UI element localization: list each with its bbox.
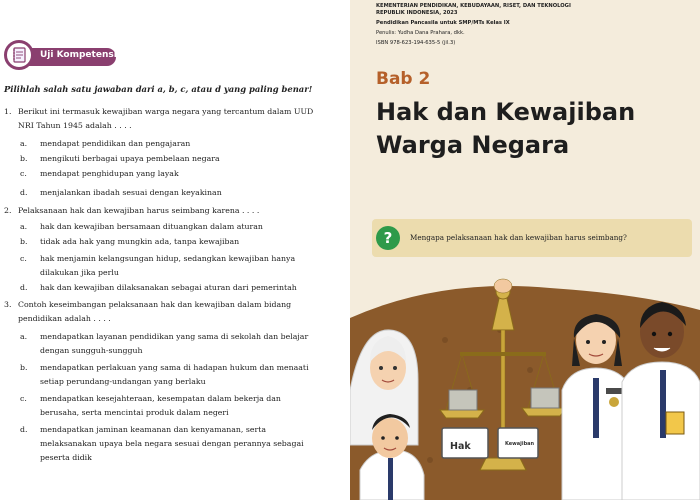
option-2a <box>20 220 328 234</box>
question-line: pendidikan adalah . . . . <box>18 314 111 323</box>
option-line: berusaha, serta mencintai produk dalam negeri <box>40 408 229 417</box>
book-line: Penulis: Yudha Dana Prahara, dkk. <box>376 30 465 36</box>
option-line: mendapatkan jaminan keamanan dan kenyamanan, serta <box>40 425 267 434</box>
option-letter: a. <box>20 222 28 231</box>
option-line: setiap perundang-undangan yang berlaku <box>40 377 206 386</box>
option-line: mendapat pendidikan dan pengajaran <box>40 139 191 148</box>
option-line: dilakukan jika perlu <box>40 268 119 277</box>
option-line: hak menjamin kelangsungan hidup, sedangkan kewajiban hanya <box>40 254 296 263</box>
publisher-line: KEMENTERIAN PENDIDIKAN, KEBUDAYAAN, RISET, DAN TEKNOLOGI <box>376 3 571 9</box>
option-letter: c. <box>20 394 27 403</box>
option-2c <box>20 252 328 280</box>
question-2 <box>4 204 330 218</box>
question-mark-icon: ? <box>376 226 400 250</box>
option-1b <box>20 152 328 166</box>
scales-students-illustration <box>350 270 700 500</box>
book-line: ISBN 978-623-194-635-5 (jil.3) <box>376 40 456 46</box>
option-letter: c. <box>20 169 27 178</box>
kewajiban-label: Kewajiban <box>505 441 535 447</box>
option-line: hak dan kewajiban dilaksanakan sebagai aturan dari pemerintah <box>40 283 297 292</box>
question-number: 2. <box>4 206 12 215</box>
option-letter: d. <box>20 283 28 292</box>
option-letter: d. <box>20 188 28 197</box>
option-line: hak dan kewajiban bersamaan dituangkan dalam aturan <box>40 222 263 231</box>
notebook-icon <box>4 40 34 70</box>
option-line: dengan sungguh-sungguh <box>40 346 143 355</box>
option-line: tidak ada hak yang mungkin ada, tanpa kewajiban <box>40 237 240 246</box>
option-letter: a. <box>20 139 28 148</box>
option-letter: b. <box>20 237 28 246</box>
title-line: Warga Negara <box>376 131 570 159</box>
option-letter: b. <box>20 154 28 163</box>
guiding-question-box <box>372 219 692 257</box>
badge-label: Uji Kompetensi <box>40 50 117 60</box>
book-line: Pendidikan Pancasila untuk SMP/MTs Kelas IX <box>376 20 510 26</box>
option-1d <box>20 186 328 200</box>
hak-label: Hak <box>450 441 471 452</box>
question-3 <box>4 298 330 326</box>
question-line: Contoh keseimbangan pelaksanaan hak dan kewajiban dalam bidang <box>18 300 292 309</box>
option-line: mendapat penghidupan yang layak <box>40 169 179 178</box>
option-line: melaksanakan upaya bela negara sesuai dengan perannya sebagai <box>40 439 304 448</box>
uji-kompetensi-badge <box>4 40 116 72</box>
question-line: Berikut ini termasuk kewajiban warga negara yang tercantum dalam UUD <box>18 107 314 116</box>
question-line: NRI Tahun 1945 adalah . . . . <box>18 121 132 130</box>
question-line: Pelaksanaan hak dan kewajiban harus seimbang karena . . . . <box>18 206 260 215</box>
option-line: mendapatkan perlakuan yang sama di hadapan hukum dan menaati <box>40 363 309 372</box>
option-letter: b. <box>20 363 28 372</box>
guiding-question: Mengapa pelaksanaan hak dan kewajiban harus seimbang? <box>410 233 627 242</box>
instruction: Pilihlah salah satu jawaban dari a, b, c, atau d yang paling benar! <box>4 84 313 94</box>
option-line: menjalankan ibadah sesuai dengan keyakinan <box>40 188 222 197</box>
option-2b <box>20 235 328 249</box>
option-1a <box>20 137 328 151</box>
publisher-line: REPUBLIK INDONESIA, 2023 <box>376 10 458 16</box>
option-line: mendapatkan kesejahteraan, kesempatan dalam bekerja dan <box>40 394 281 403</box>
option-3c <box>20 392 328 420</box>
question-1 <box>4 105 330 133</box>
chapter-title <box>376 96 635 162</box>
right-page <box>350 0 700 500</box>
option-3b <box>20 361 328 389</box>
option-letter: c. <box>20 254 27 263</box>
option-line: mengikuti berbagai upaya pembelaan negara <box>40 154 220 163</box>
option-3a <box>20 330 328 358</box>
title-line: Hak dan Kewajiban <box>376 98 636 126</box>
option-1c <box>20 167 328 181</box>
option-letter: a. <box>20 332 28 341</box>
option-line: mendapatkan layanan pendidikan yang sama di sekolah dan belajar <box>40 332 309 341</box>
option-letter: d. <box>20 425 28 434</box>
chapter-label: Bab 2 <box>376 69 431 89</box>
question-number: 1. <box>4 107 12 116</box>
option-line: peserta didik <box>40 453 92 462</box>
option-2d <box>20 281 328 295</box>
question-number: 3. <box>4 300 12 309</box>
option-3d <box>20 423 328 465</box>
